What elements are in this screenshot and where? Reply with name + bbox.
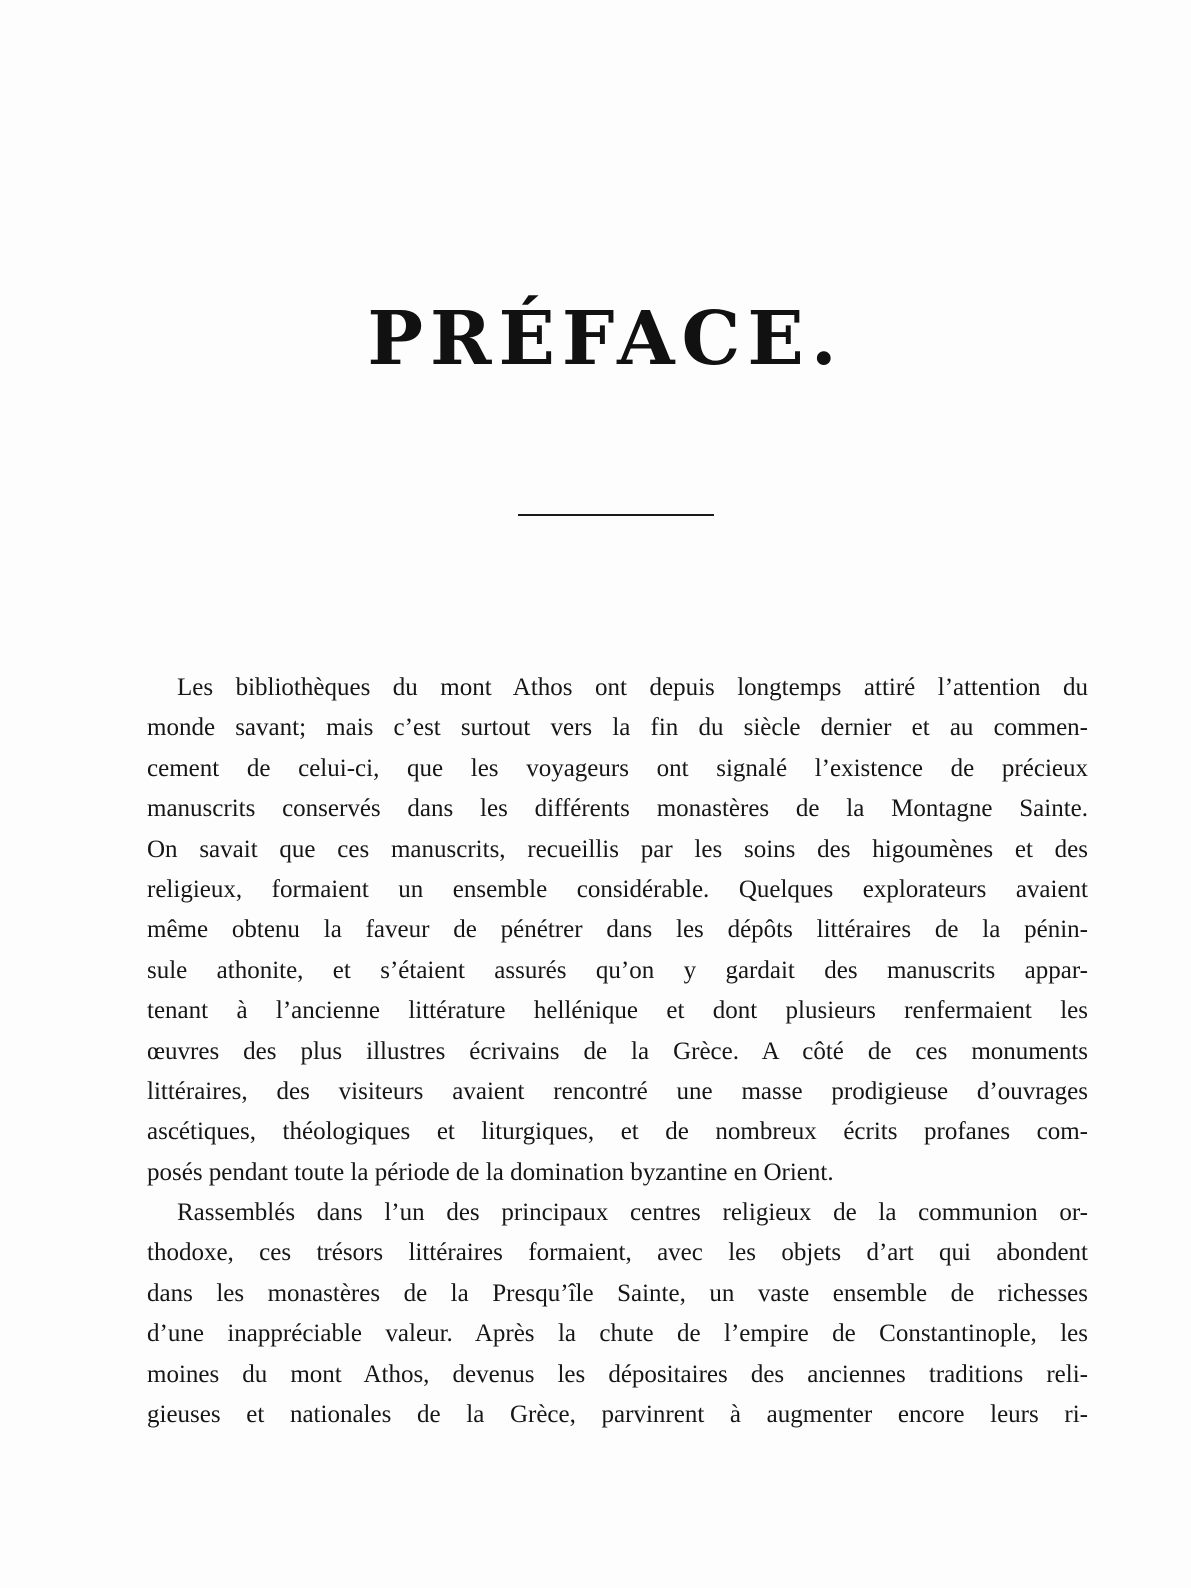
text-line: manuscrits conservés dans les différents monastères de la Montagne Sainte. bbox=[147, 795, 1088, 823]
text-line: littéraires, des visiteurs avaient rencontré une masse prodigieuse d’ouvrages bbox=[147, 1077, 1088, 1105]
text-line: Rassemblés dans l’un des principaux centres religieux de la communion or- bbox=[177, 1199, 1088, 1227]
body-text bbox=[147, 668, 1088, 1435]
text-line: gieuses et nationales de la Grèce, parvinrent à augmenter encore leurs ri- bbox=[147, 1401, 1088, 1429]
page-title: PRÉFACE. bbox=[367, 296, 844, 382]
text-line: sule athonite, et s’étaient assurés qu’on y gardait des manuscrits appar- bbox=[147, 956, 1088, 984]
text-line: Les bibliothèques du mont Athos ont depuis longtemps attiré l’attention du bbox=[177, 674, 1088, 701]
text-line: posés pendant toute la période de la domination byzantine en Orient. bbox=[147, 1158, 834, 1186]
text-line: thodoxe, ces trésors littéraires formaient, avec les objets d’art qui abondent bbox=[147, 1239, 1088, 1267]
text-line: religieux, formaient un ensemble considérable. Quelques explorateurs avaient bbox=[147, 875, 1088, 903]
text-line: tenant à l’ancienne littérature hellénique et dont plusieurs renfermaient les bbox=[147, 997, 1088, 1025]
text-line: On savait que ces manuscrits, recueillis par les soins des higoumènes et des bbox=[147, 835, 1088, 863]
text-line: cement de celui-ci, que les voyageurs ont signalé l’existence de précieux bbox=[147, 754, 1088, 782]
text-line: dans les monastères de la Presqu’île Sainte, un vaste ensemble de richesses bbox=[147, 1279, 1088, 1307]
text-line: monde savant; mais c’est surtout vers la fin du siècle dernier et au commen- bbox=[147, 714, 1088, 742]
text-line: ascétiques, théologiques et liturgiques, et de nombreux écrits profanes com- bbox=[147, 1118, 1088, 1146]
text-line: d’une inappréciable valeur. Après la chute de l’empire de Constantinople, les bbox=[147, 1320, 1088, 1348]
text-line: même obtenu la faveur de pénétrer dans les dépôts littéraires de la pénin- bbox=[147, 916, 1088, 944]
title-divider bbox=[518, 514, 714, 516]
text-line: œuvres des plus illustres écrivains de la Grèce. A côté de ces monuments bbox=[147, 1037, 1088, 1065]
text-line: moines du mont Athos, devenus les dépositaires des anciennes traditions reli- bbox=[147, 1360, 1088, 1388]
